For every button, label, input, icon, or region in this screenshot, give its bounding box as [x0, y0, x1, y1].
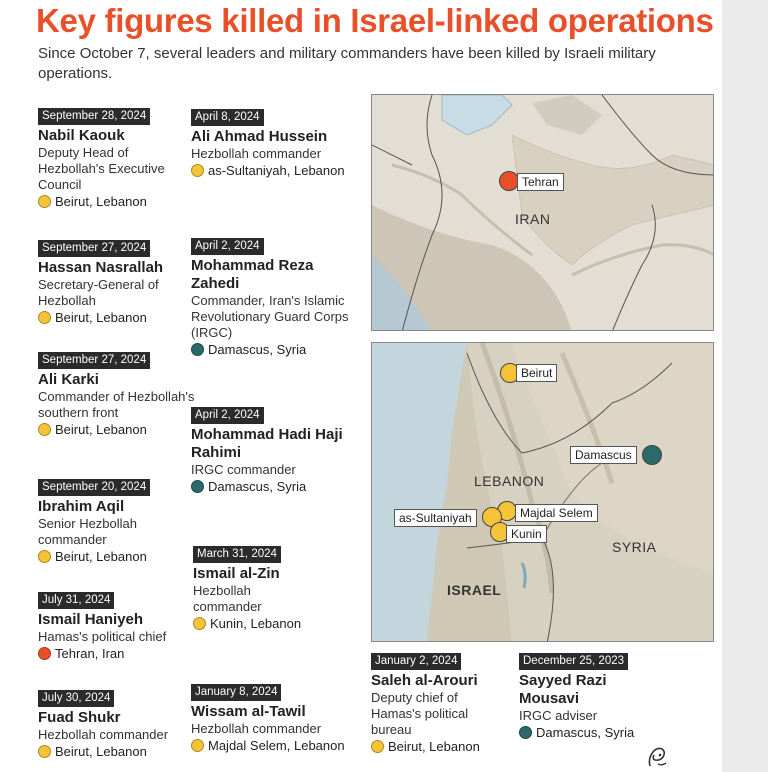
- entry-location: [38, 309, 198, 326]
- as-sultaniyah-label: as-Sultaniyah: [394, 509, 477, 527]
- entry-location-text: Beirut, Lebanon: [55, 422, 147, 437]
- entry-date: April 2, 2024: [191, 407, 264, 424]
- entry-name: Mohammad Hadi Haji Rahimi: [191, 426, 343, 461]
- entry-card: [193, 544, 323, 632]
- levant-map: [371, 342, 714, 642]
- entry-card: [191, 236, 363, 358]
- page-title: Key figures killed in Israel-linked operations: [36, 2, 714, 39]
- levant-terrain: [372, 343, 714, 642]
- location-dot-icon: [38, 647, 51, 660]
- entry-location: [193, 615, 323, 632]
- entry-date: April 8, 2024: [191, 109, 264, 126]
- entry-name: Sayyed Razi Mousavi: [519, 672, 607, 707]
- entry-name: Mohammad Reza Zahedi: [191, 257, 314, 292]
- entry-card: [38, 477, 198, 565]
- entry-role: Secretary-General of Hezbollah: [38, 277, 159, 308]
- iran-map: [371, 94, 714, 331]
- majdal-selem-label: Majdal Selem: [515, 504, 598, 522]
- entry-location: [519, 724, 649, 741]
- location-dot-icon: [193, 617, 206, 630]
- entry-date: December 25, 2023: [519, 653, 628, 670]
- entry-date: July 30, 2024: [38, 690, 114, 707]
- tehran-marker: [499, 171, 519, 191]
- entry-date: September 27, 2024: [38, 240, 150, 257]
- location-dot-icon: [371, 740, 384, 753]
- entry-card: [371, 651, 506, 755]
- entry-date: January 2, 2024: [371, 653, 461, 670]
- page-subtitle: Since October 7, several leaders and military commanders have been killed by Israeli military operations.: [38, 45, 656, 82]
- entry-name: Ismail Haniyeh: [38, 611, 144, 628]
- entry-date: September 28, 2024: [38, 108, 150, 125]
- entry-role: Commander of Hezbollah's southern front: [38, 389, 195, 420]
- syria-country-label: SYRIA: [612, 539, 657, 555]
- entry-name: Ibrahim Aqil: [38, 498, 125, 515]
- entry-location: [38, 743, 198, 760]
- entry-location-text: Beirut, Lebanon: [388, 739, 480, 754]
- entry-date: September 20, 2024: [38, 479, 150, 496]
- entry-name: Ali Karki: [38, 371, 99, 388]
- entry-location-text: Majdal Selem, Lebanon: [208, 738, 345, 753]
- location-dot-icon: [191, 739, 204, 752]
- location-dot-icon: [519, 726, 532, 739]
- location-dot-icon: [38, 423, 51, 436]
- location-dot-icon: [191, 164, 204, 177]
- entry-name: Nabil Kaouk: [38, 127, 125, 144]
- entry-role: Deputy Head of Hezbollah's Executive Council: [38, 145, 165, 192]
- entry-role: Senior Hezbollah commander: [38, 516, 138, 547]
- israel-country-label: ISRAEL: [447, 582, 502, 598]
- entry-name: Fuad Shukr: [38, 709, 121, 726]
- location-dot-icon: [38, 195, 51, 208]
- lebanon-country-label: LEBANON: [474, 473, 545, 489]
- beirut-label: Beirut: [516, 364, 557, 382]
- entry-location: [191, 341, 363, 358]
- entry-location-text: as-Sultaniyah, Lebanon: [208, 163, 345, 178]
- location-dot-icon: [38, 550, 51, 563]
- entry-card: [191, 405, 351, 495]
- entry-card: [38, 590, 188, 662]
- kunin-label: Kunin: [506, 525, 547, 543]
- entry-location-text: Beirut, Lebanon: [55, 549, 147, 564]
- entry-role: Deputy chief of Hamas's political bureau: [371, 690, 469, 737]
- entry-location: [371, 738, 506, 755]
- entry-date: September 27, 2024: [38, 352, 150, 369]
- entry-date: January 8, 2024: [191, 684, 281, 701]
- entry-card: [38, 238, 198, 326]
- entry-card: [38, 106, 198, 210]
- entry-location-text: Damascus, Syria: [536, 725, 635, 740]
- entry-location-text: Beirut, Lebanon: [55, 194, 147, 209]
- entry-role: Commander, Iran's Islamic Revolutionary Guard Corps (IRGC): [191, 293, 349, 340]
- entry-role: IRGC adviser: [519, 708, 598, 723]
- entry-date: April 2, 2024: [191, 238, 264, 255]
- entry-card: [519, 651, 649, 741]
- tehran-label: Tehran: [517, 173, 564, 191]
- entry-name: Wissam al-Tawil: [191, 703, 306, 720]
- entry-card: [191, 682, 361, 754]
- iran-country-label: IRAN: [515, 211, 551, 227]
- damascus-marker: [642, 445, 662, 465]
- entry-location-text: Beirut, Lebanon: [55, 744, 147, 759]
- entry-location-text: Damascus, Syria: [208, 342, 307, 357]
- entry-location-text: Tehran, Iran: [55, 646, 125, 661]
- entry-name: Saleh al-Arouri: [371, 672, 478, 689]
- entry-date: March 31, 2024: [193, 546, 281, 563]
- damascus-label: Damascus: [570, 446, 637, 464]
- entry-card: [38, 688, 198, 760]
- entry-location: [38, 421, 198, 438]
- location-dot-icon: [38, 311, 51, 324]
- entry-name: Ismail al-Zin: [193, 565, 280, 582]
- entry-name: Ali Ahmad Hussein: [191, 128, 328, 145]
- entry-location: [191, 737, 361, 754]
- entry-location-text: Beirut, Lebanon: [55, 310, 147, 325]
- entry-date: July 31, 2024: [38, 592, 114, 609]
- entry-card: [38, 350, 198, 438]
- entry-role: Hezbollah commander: [191, 146, 322, 161]
- al-jazeera-logo-icon: [644, 744, 670, 770]
- entry-location: [38, 645, 188, 662]
- entry-role: Hezbollah commander: [191, 721, 322, 736]
- entry-role: IRGC commander: [191, 462, 296, 477]
- entry-role: Hezbollah commander: [38, 727, 169, 742]
- entry-location-text: Damascus, Syria: [208, 479, 307, 494]
- entry-location: [191, 478, 351, 495]
- entry-card: [191, 107, 351, 179]
- entry-role: Hamas's political chief: [38, 629, 167, 644]
- entry-location: [38, 193, 198, 210]
- entry-name: Hassan Nasrallah: [38, 259, 164, 276]
- location-dot-icon: [38, 745, 51, 758]
- entry-role: Hezbollah commander: [193, 583, 262, 614]
- entry-location-text: Kunin, Lebanon: [210, 616, 302, 631]
- entry-location: [191, 162, 351, 179]
- entry-location: [38, 548, 198, 565]
